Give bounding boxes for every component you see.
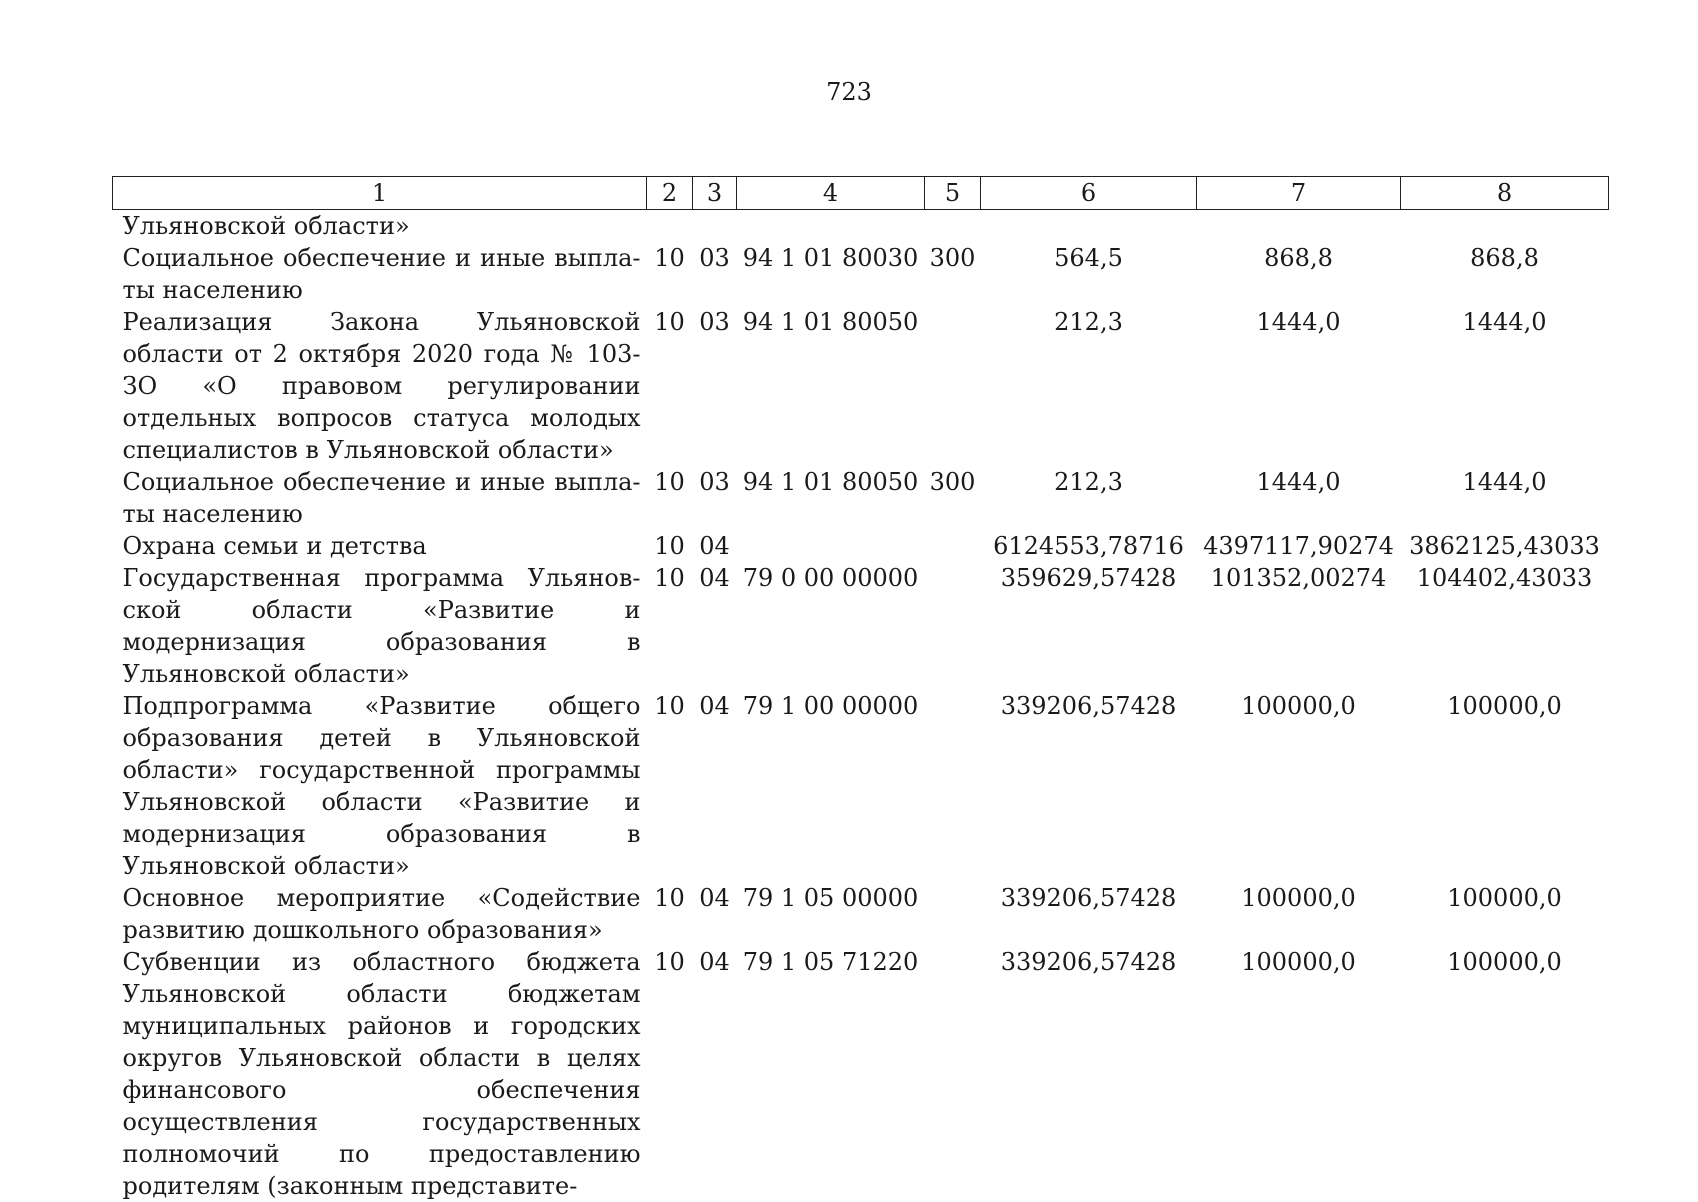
cell-amount-8: 1444,0 — [1462, 308, 1547, 336]
table-row — [113, 562, 1609, 690]
budget-table — [112, 176, 1609, 1202]
cell-subsection: 04 — [699, 948, 730, 976]
cell-amount-7: 1444,0 — [1256, 468, 1341, 496]
cell-section: 10 — [654, 692, 685, 720]
cell-section: 10 — [654, 468, 685, 496]
cell-amount-8: 100000,0 — [1447, 692, 1562, 720]
row-name: Ульяновской области» — [122, 212, 410, 240]
cell-subsection — [693, 210, 737, 243]
cell-subsection: 04 — [699, 532, 730, 560]
column-header: 7 — [1197, 177, 1401, 210]
table-row — [113, 690, 1609, 882]
cell-amount-7: 4397117,90274 — [1203, 532, 1394, 560]
row-name: Основное мероприятие «Содействие развитию дошкольного образования» — [122, 884, 641, 944]
cell-expense-type — [925, 562, 981, 690]
cell-amount-7: 100000,0 — [1241, 948, 1356, 976]
cell-target-article: 79 0 00 00000 — [742, 564, 919, 592]
table-row — [113, 530, 1609, 562]
cell-expense-type — [925, 882, 981, 946]
cell-amount-6: 339206,57428 — [1000, 692, 1177, 720]
cell-expense-type — [925, 306, 981, 466]
cell-section: 10 — [654, 948, 685, 976]
cell-subsection: 03 — [699, 308, 730, 336]
row-name: Государственная программа Ульяновской области «Развитие и модернизация образования в Ульяновской области» — [122, 564, 641, 688]
cell-target-article: 79 1 05 71220 — [742, 948, 919, 976]
cell-amount-8: 868,8 — [1470, 244, 1539, 272]
cell-amount-8: 1444,0 — [1462, 468, 1547, 496]
cell-section: 10 — [654, 308, 685, 336]
cell-section — [647, 210, 693, 243]
table-row — [113, 882, 1609, 946]
cell-subsection: 04 — [699, 692, 730, 720]
column-header: 4 — [737, 177, 925, 210]
cell-amount-6: 339206,57428 — [1000, 884, 1177, 912]
row-name: Подпрограмма «Развитие общего образования детей в Ульяновской области» государственной программы Ульяновской области «Развитие и модернизация образования в Ульяновской области» — [122, 692, 641, 880]
cell-target-article — [737, 530, 925, 562]
row-name: Охрана семьи и детства — [122, 532, 427, 560]
cell-section: 10 — [654, 564, 685, 592]
cell-amount-6: 212,3 — [1054, 468, 1123, 496]
cell-amount-6 — [981, 210, 1197, 243]
column-header: 2 — [647, 177, 693, 210]
cell-expense-type: 300 — [929, 244, 976, 272]
cell-expense-type — [925, 946, 981, 1202]
cell-amount-8: 100000,0 — [1447, 884, 1562, 912]
cell-expense-type — [925, 210, 981, 243]
column-header: 5 — [925, 177, 981, 210]
cell-subsection: 04 — [699, 564, 730, 592]
column-header: 3 — [693, 177, 737, 210]
cell-amount-7 — [1197, 210, 1401, 243]
cell-target-article — [737, 210, 925, 243]
row-name: Социальное обеспечение и иные выплаты населению — [122, 244, 641, 304]
cell-amount-8: 100000,0 — [1447, 948, 1562, 976]
cell-amount-6: 564,5 — [1054, 244, 1123, 272]
column-header: 6 — [981, 177, 1197, 210]
cell-expense-type — [925, 530, 981, 562]
cell-target-article: 94 1 01 80050 — [742, 308, 919, 336]
cell-section: 10 — [654, 884, 685, 912]
cell-target-article: 79 1 00 00000 — [742, 692, 919, 720]
row-name: Субвенции из областного бюджета Ульяновской области бюджетам муниципальных районов и городских округов Ульяновской области в целях финансового обеспечения осуществления государственных полномочий по предоставлению родителям (законным представите- — [122, 948, 641, 1200]
cell-amount-6: 359629,57428 — [1000, 564, 1177, 592]
row-name: Реализация Закона Ульяновской области от 2 октября 2020 года № 103-ЗО «О правовом регулировании отдельных вопросов статуса молодых специалистов в Ульяновской области» — [122, 308, 641, 464]
table-row — [113, 242, 1609, 306]
cell-subsection: 04 — [699, 884, 730, 912]
cell-amount-8: 104402,43033 — [1416, 564, 1593, 592]
page-number: 723 — [826, 78, 872, 106]
cell-amount-6: 339206,57428 — [1000, 948, 1177, 976]
table-row — [113, 306, 1609, 466]
cell-expense-type: 300 — [929, 468, 976, 496]
cell-amount-7: 100000,0 — [1241, 884, 1356, 912]
cell-amount-7: 868,8 — [1264, 244, 1333, 272]
row-name: Социальное обеспечение и иные выплаты населению — [122, 468, 641, 528]
cell-amount-6: 6124553,78716 — [993, 532, 1184, 560]
cell-section: 10 — [654, 244, 685, 272]
cell-amount-7: 1444,0 — [1256, 308, 1341, 336]
cell-section: 10 — [654, 532, 685, 560]
cell-subsection: 03 — [699, 468, 730, 496]
cell-amount-7: 101352,00274 — [1210, 564, 1387, 592]
cell-amount-7: 100000,0 — [1241, 692, 1356, 720]
table-row — [113, 210, 1609, 243]
cell-subsection: 03 — [699, 244, 730, 272]
table-row — [113, 946, 1609, 1202]
cell-amount-8 — [1401, 210, 1609, 243]
cell-target-article: 79 1 05 00000 — [742, 884, 919, 912]
cell-target-article: 94 1 01 80030 — [742, 244, 919, 272]
column-header: 1 — [113, 177, 647, 210]
cell-amount-8: 3862125,43033 — [1409, 532, 1600, 560]
cell-amount-6: 212,3 — [1054, 308, 1123, 336]
cell-expense-type — [925, 690, 981, 882]
header-row — [113, 177, 1609, 210]
column-header: 8 — [1401, 177, 1609, 210]
cell-target-article: 94 1 01 80050 — [742, 468, 919, 496]
table-row — [113, 466, 1609, 530]
